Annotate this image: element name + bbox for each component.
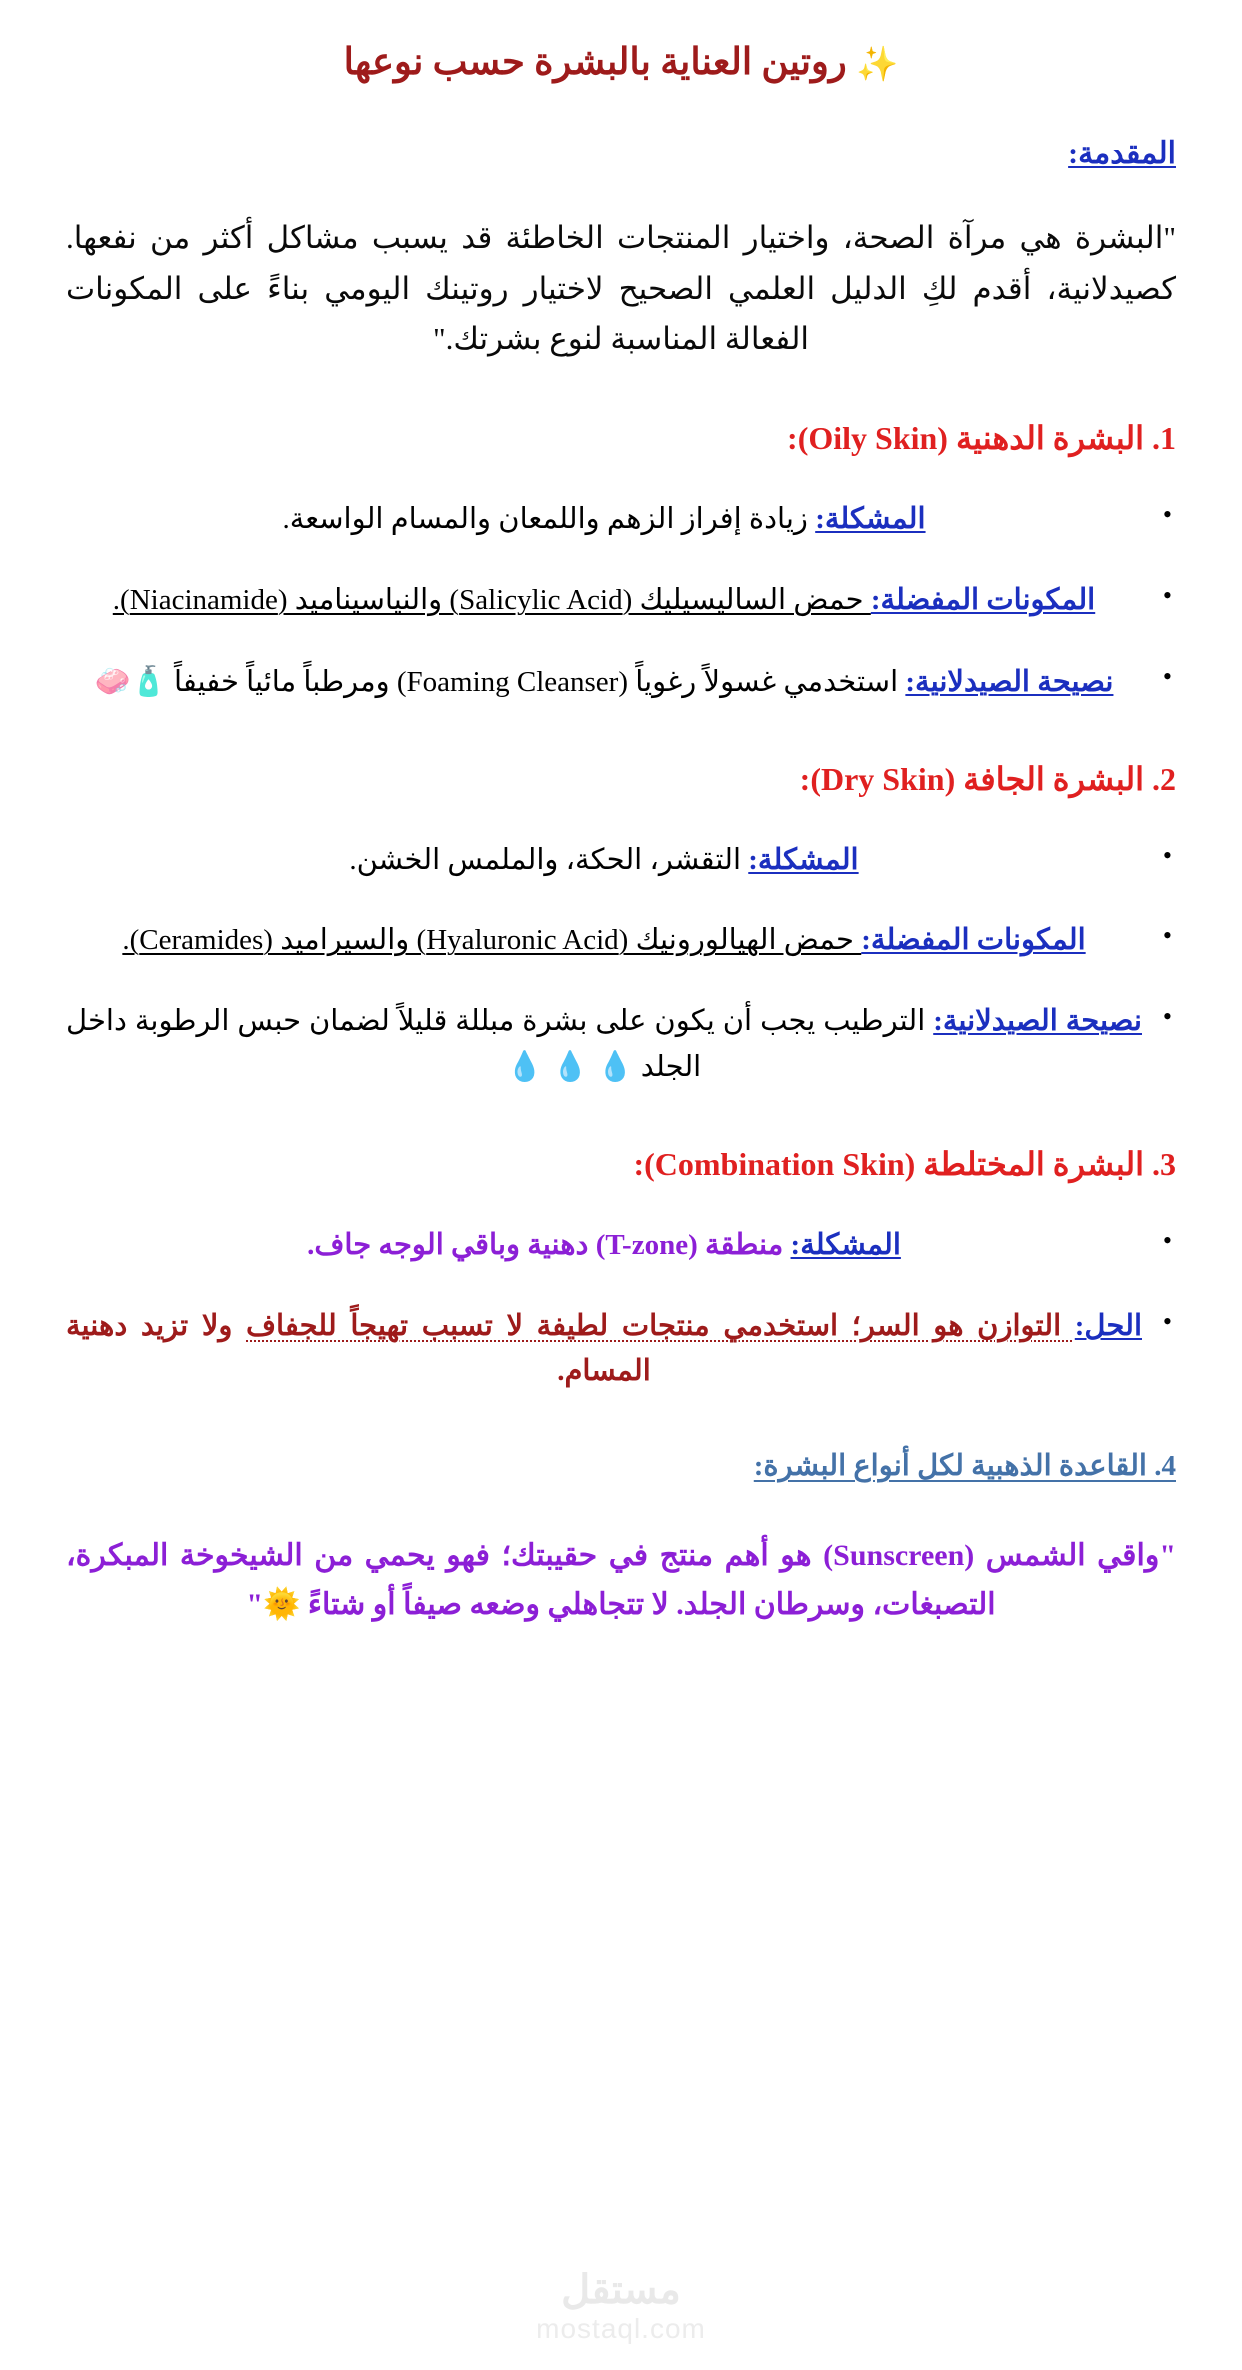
list-item	[66, 838, 1176, 883]
section-number: 3	[1160, 1146, 1176, 1183]
list-item	[66, 578, 1176, 623]
watermark-latin: mostaql.com	[536, 2313, 706, 2345]
sun-emoji-icon: 🌞	[263, 1587, 301, 1623]
bullet-text: استخدمي غسولاً رغوياً (Foaming Cleanser) ومرطباً مائياً خفيفاً	[174, 665, 906, 698]
watermark	[0, 2268, 1242, 2346]
section-heading-dry-skin	[66, 757, 1176, 802]
list-item	[66, 918, 1176, 963]
section-heading-text: . البشرة المختلطة (Combination Skin):	[633, 1146, 1160, 1183]
section-bullets-dry-skin	[66, 838, 1176, 1091]
closing-text: "واقي الشمس (Sunscreen) هو أهم منتج في حقيبتك؛ فهو يحمي من الشيخوخة المبكرة، التصبغات، وسرطان الجلد. لا تتجاهلي وضعه صيفاً أو شتاءً	[66, 1539, 1176, 1622]
section-heading-text: . البشرة الجافة (Dry Skin):	[799, 760, 1160, 797]
intro-paragraph: "البشرة هي مرآة الصحة، واختيار المنتجات الخاطئة قد يسبب مشاكل أكثر من نفعها. كصيدلانية، أقدم لكِ الدليل العلمي الصحيح لاختيار روتينك اليومي بناءً على المكونات الفعالة المناسبة لنوع بشرتك."	[66, 220, 1176, 356]
section-heading-oily-skin	[66, 416, 1176, 461]
closing-quote: "	[246, 1588, 263, 1622]
intro-heading: المقدمة:	[1068, 137, 1176, 171]
list-item	[66, 1223, 1176, 1268]
bullet-label: المشكلة:	[748, 843, 859, 876]
bullet-label: نصيحة الصيدلانية:	[905, 665, 1114, 698]
bullet-label: المكونات المفضلة:	[861, 924, 1086, 957]
section-heading-text: . القاعدة الذهبية لكل أنواع البشرة:	[753, 1449, 1162, 1482]
bullet-label: المشكلة:	[790, 1229, 901, 1262]
list-item	[66, 659, 1176, 705]
section-number: 2	[1160, 760, 1176, 797]
bullet-text: التوازن هو السر؛ استخدمي منتجات لطيفة لا تسبب تهيجاً للجفاف	[246, 1310, 1075, 1342]
bullet-text: الترطيب يجب أن يكون على بشرة مبللة قليلاً لضمان حبس الرطوبة داخل الجلد	[66, 1005, 934, 1084]
list-item	[66, 1304, 1176, 1394]
bullet-text: زيادة إفراز الزهم واللمعان والمسام الواسعة.	[282, 502, 816, 535]
page-title-text: روتين العناية بالبشرة حسب نوعها	[343, 42, 847, 83]
section-bullets-combination-skin	[66, 1223, 1176, 1394]
cleanser-emoji-icon: 🧴🧼	[94, 663, 167, 698]
section-number: 4	[1161, 1449, 1176, 1482]
bullet-label: نصيحة الصيدلانية:	[933, 1005, 1142, 1038]
section-heading-text: . البشرة الدهنية (Oily Skin):	[787, 420, 1160, 457]
section-heading-golden-rule	[66, 1446, 1176, 1487]
list-item	[66, 497, 1176, 542]
section-bullets-oily-skin	[66, 497, 1176, 705]
section-heading-combination-skin	[66, 1142, 1176, 1187]
list-item	[66, 999, 1176, 1090]
bullet-label: الحل:	[1074, 1310, 1142, 1342]
section-number: 1	[1160, 420, 1176, 457]
bullet-label: المكونات المفضلة:	[870, 583, 1096, 616]
bullet-text: التقشر، الحكة، والملمس الخشن.	[349, 843, 749, 876]
bullet-text: حمض الساليسيليك (Salicylic Acid) والنياسيناميد (Niacinamide).	[112, 583, 871, 616]
sparkles-icon: ✨	[856, 44, 899, 85]
bullet-text-cont: ولا تزيد دهنية المسام.	[66, 1310, 651, 1387]
watermark-arabic: مستقل	[561, 2267, 681, 2313]
closing-paragraph	[66, 1532, 1176, 1629]
bullet-text: منطقة (T-zone) دهنية وباقي الوجه جاف.	[307, 1229, 791, 1262]
bullet-label: المشكلة:	[815, 502, 926, 535]
water-droplet-emoji-icon: 💧 💧 💧	[506, 1049, 634, 1084]
bullet-text: حمض الهيالورونيك (Hyaluronic Acid) والسيراميد (Ceramides).	[122, 924, 862, 957]
page-title	[66, 0, 1176, 88]
